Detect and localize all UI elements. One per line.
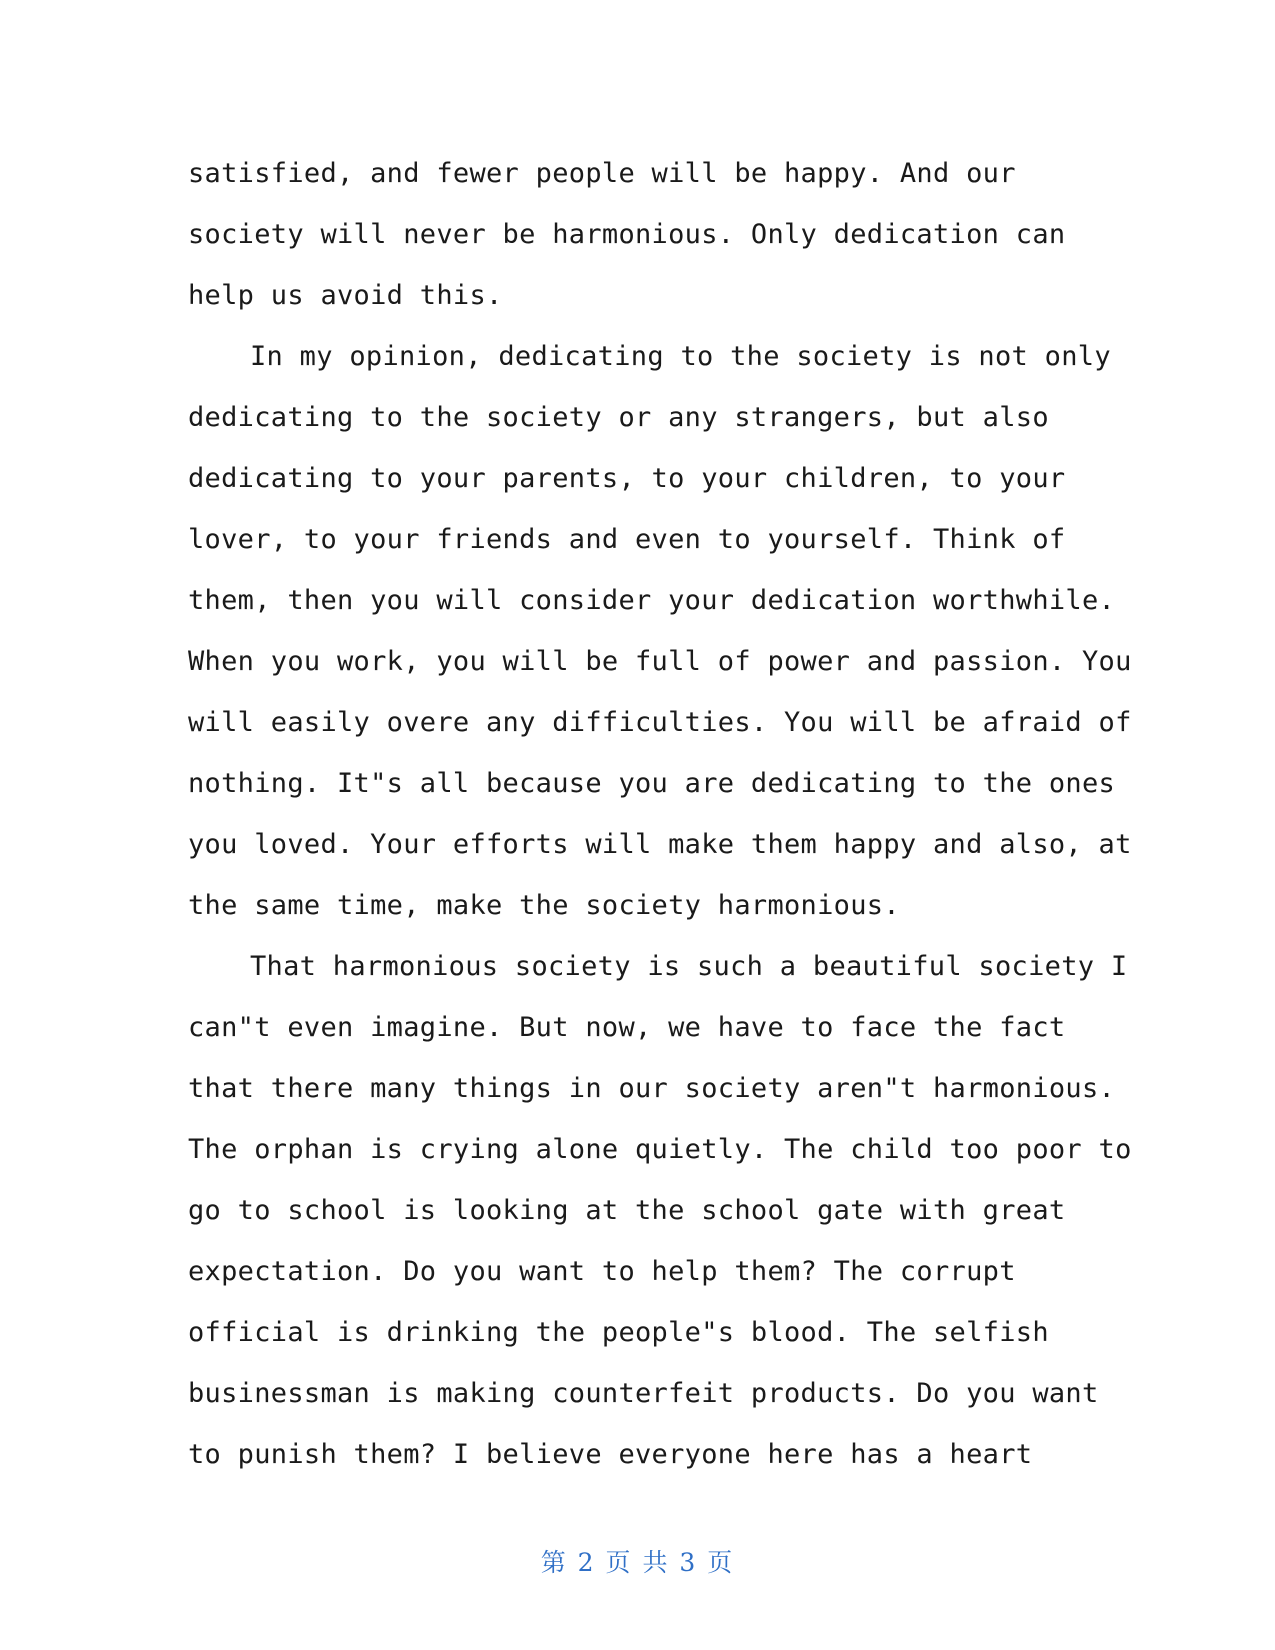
text-line: society will never be harmonious. Only dedication can — [188, 219, 1066, 250]
text-line: official is drinking the people"s blood. The selfish — [188, 1317, 1049, 1348]
text-line: That harmonious society is such a beautiful society I — [250, 951, 1128, 982]
text-line: When you work, you will be full of power and passion. You — [188, 646, 1132, 677]
text-line: can"t even imagine. But now, we have to face the fact — [188, 1012, 1066, 1043]
text-line: lover, to your friends and even to yourself. Think of — [188, 524, 1066, 555]
text-line: nothing. It"s all because you are dedicating to the ones — [188, 768, 1116, 799]
text-line: to punish them? I believe everyone here has a heart — [188, 1439, 1033, 1470]
text-line: will easily overe any difficulties. You will be afraid of — [188, 707, 1132, 738]
text-line: you loved. Your efforts will make them happy and also, at — [188, 829, 1132, 860]
page-number-footer: 第 2 页 共 3 页 — [540, 1548, 735, 1577]
text-line: satisfied, and fewer people will be happy. And our — [188, 158, 1016, 189]
text-line: help us avoid this. — [188, 280, 503, 311]
text-line: go to school is looking at the school gate with great — [188, 1195, 1066, 1226]
text-line: the same time, make the society harmonious. — [188, 890, 900, 921]
text-line: dedicating to the society or any strangers, but also — [188, 402, 1049, 433]
body-text — [188, 143, 1132, 1485]
text-line: In my opinion, dedicating to the society is not only — [250, 341, 1111, 372]
text-line: them, then you will consider your dedication worthwhile. — [188, 585, 1116, 616]
text-line: expectation. Do you want to help them? The corrupt — [188, 1256, 1016, 1287]
text-line: that there many things in our society aren"t harmonious. — [188, 1073, 1116, 1104]
text-line: dedicating to your parents, to your children, to your — [188, 463, 1066, 494]
text-line: businessman is making counterfeit products. Do you want — [188, 1378, 1099, 1409]
text-line: The orphan is crying alone quietly. The child too poor to — [188, 1134, 1132, 1165]
